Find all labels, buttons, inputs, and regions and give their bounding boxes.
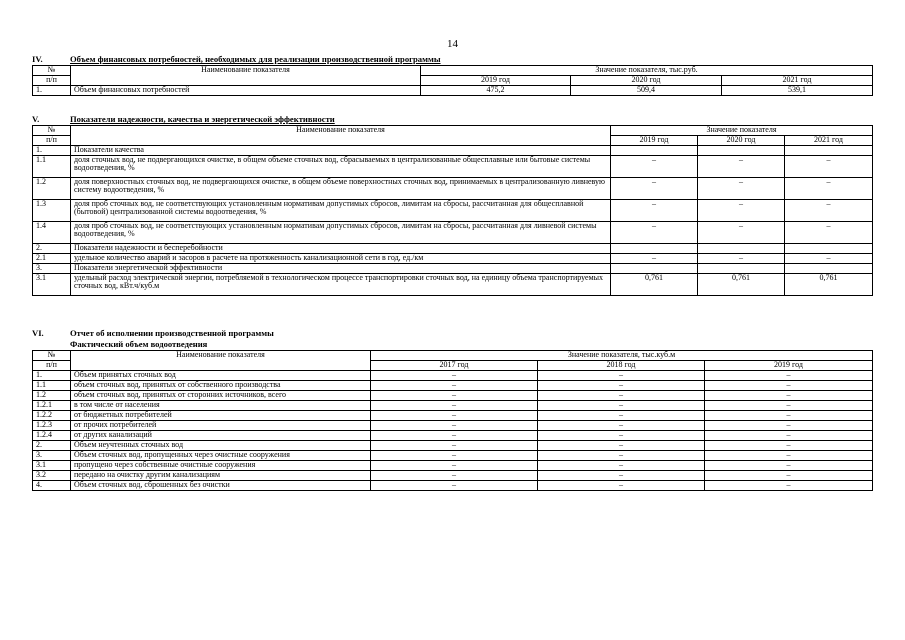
- row-number: 3.: [33, 264, 71, 274]
- header-name: Наименование показателя: [71, 126, 611, 146]
- row-value: –: [705, 471, 873, 481]
- table-row: [33, 471, 873, 481]
- row-number: 1.2.3: [33, 421, 71, 431]
- wastewater-volume-table: [32, 350, 873, 491]
- row-value: –: [371, 471, 538, 481]
- row-number: 1.4: [33, 222, 71, 244]
- table-header-row: [33, 66, 873, 76]
- table-row: [33, 401, 873, 411]
- row-value: –: [538, 471, 705, 481]
- header-year: 2021 год: [722, 76, 873, 86]
- row-name: Объем сточных вод, сброшенных без очистки: [71, 481, 371, 491]
- table-row: [33, 421, 873, 431]
- row-name: от прочих потребителей: [71, 421, 371, 431]
- row-name: удельный расход электрической энергии, потребляемой в технологическом процессе транспортировки сточных вод, на единицу объема транспортируемых сточных вод, кВт.ч/куб.м: [71, 274, 611, 296]
- section-4-heading: [32, 54, 441, 64]
- row-value: –: [538, 401, 705, 411]
- header-year: 2020 год: [571, 76, 722, 86]
- header-no: №: [33, 66, 71, 76]
- table-header-row: [33, 126, 873, 136]
- row-name: Показатели качества: [71, 146, 611, 156]
- section-6-number: VI.: [32, 328, 44, 338]
- section-6-subtitle: Фактический объем водоотведения: [70, 339, 208, 349]
- row-number: 1.1: [33, 156, 71, 178]
- row-number: 1.2: [33, 391, 71, 401]
- row-name: доля проб сточных вод, не соответствующих установленным нормативам допустимых сбросов, лимитам на сбросы, рассчитанная для ливневой системы водоотведения, %: [71, 222, 611, 244]
- header-value: Значение показателя: [611, 126, 873, 136]
- row-name: Показатели энергетической эффективности: [71, 264, 611, 274]
- header-no: №: [33, 126, 71, 136]
- row-value: 539,1: [722, 86, 873, 96]
- row-name: в том числе от населения: [71, 401, 371, 411]
- row-value: –: [705, 421, 873, 431]
- row-value: –: [371, 431, 538, 441]
- row-value: –: [705, 431, 873, 441]
- row-value: 509,4: [571, 86, 722, 96]
- row-name: от бюджетных потребителей: [71, 411, 371, 421]
- row-value: –: [611, 156, 698, 178]
- table-row: [33, 244, 873, 254]
- row-value: –: [705, 371, 873, 381]
- row-number: 1.2.2: [33, 411, 71, 421]
- row-value: 0,761: [611, 274, 698, 296]
- row-value: –: [705, 451, 873, 461]
- table-row: [33, 451, 873, 461]
- table-row: [33, 254, 873, 264]
- row-name: доля поверхностных сточных вод, не подвергающихся очистке, в общем объеме поверхностных сточных вод, принимаемых в централизованную ливневую систему водоотведения, %: [71, 178, 611, 200]
- row-value: –: [705, 441, 873, 451]
- row-value: –: [371, 411, 538, 421]
- row-name: Показатели надежности и бесперебойности: [71, 244, 611, 254]
- row-value: –: [611, 178, 698, 200]
- row-number: 1.: [33, 146, 71, 156]
- row-number: 1.2.1: [33, 401, 71, 411]
- row-value: –: [698, 178, 785, 200]
- header-year: 2019 год: [705, 361, 873, 371]
- table-row: [33, 461, 873, 471]
- table-row: [33, 381, 873, 391]
- header-year: 2020 год: [698, 136, 785, 146]
- row-name: Объем финансовых потребностей: [71, 86, 421, 96]
- row-value: –: [705, 461, 873, 471]
- table-row: [33, 431, 873, 441]
- header-year: 2018 год: [538, 361, 705, 371]
- row-name: Объем принятых сточных вод: [71, 371, 371, 381]
- row-name: объем сточных вод, принятых от собственного производства: [71, 381, 371, 391]
- row-value: –: [538, 411, 705, 421]
- row-value: –: [785, 254, 873, 264]
- row-name: передано на очистку другим канализациям: [71, 471, 371, 481]
- section-5-number: V.: [32, 114, 40, 124]
- row-number: 1.3: [33, 200, 71, 222]
- header-year: 2017 год: [371, 361, 538, 371]
- row-number: 2.: [33, 244, 71, 254]
- row-number: 2.: [33, 441, 71, 451]
- header-no-2: п/п: [33, 136, 71, 146]
- table-row: [33, 441, 873, 451]
- table-row: [33, 200, 873, 222]
- row-value: –: [538, 381, 705, 391]
- row-number: 3.: [33, 451, 71, 461]
- table-row: [33, 391, 873, 401]
- row-name: от других канализаций: [71, 431, 371, 441]
- row-value: –: [371, 451, 538, 461]
- table-row: [33, 274, 873, 296]
- financial-needs-table: [32, 65, 873, 96]
- row-value: –: [538, 371, 705, 381]
- row-value: –: [538, 431, 705, 441]
- row-value: –: [611, 254, 698, 264]
- header-year: 2019 год: [421, 76, 571, 86]
- row-number: 3.1: [33, 274, 71, 296]
- section-6-heading: [32, 328, 274, 338]
- section-5-heading: [32, 114, 335, 124]
- row-value: –: [705, 381, 873, 391]
- row-name: доля сточных вод, не подвергающихся очистке, в общем объеме сточных вод, сбрасываемых в централизованные общесплавные или бытовые системы водоотведения, %: [71, 156, 611, 178]
- header-no: №: [33, 351, 71, 361]
- row-value: –: [371, 391, 538, 401]
- row-name: Объем неучтенных сточных вод: [71, 441, 371, 451]
- header-no-2: п/п: [33, 76, 71, 86]
- row-value: –: [698, 156, 785, 178]
- row-value: –: [698, 222, 785, 244]
- row-name: доля проб сточных вод, не соответствующих установленным нормативам допустимых сбросов, лимитам на сбросы, рассчитанная для общесплавной (бытовой) централизованной системы водоотведения, %: [71, 200, 611, 222]
- table-row: [33, 222, 873, 244]
- row-value: –: [785, 200, 873, 222]
- table-row: [33, 411, 873, 421]
- header-name: Наименование показателя: [71, 351, 371, 371]
- row-value: –: [538, 461, 705, 471]
- row-value: –: [785, 222, 873, 244]
- table-row: [33, 156, 873, 178]
- row-number: 1.1: [33, 381, 71, 391]
- header-no-2: п/п: [33, 361, 71, 371]
- table-row: [33, 86, 873, 96]
- row-name: объем сточных вод, принятых от сторонних источников, всего: [71, 391, 371, 401]
- row-number: 3.2: [33, 471, 71, 481]
- row-name: Объем сточных вод, пропущенных через очистные сооружения: [71, 451, 371, 461]
- header-year: 2021 год: [785, 136, 873, 146]
- row-number: 2.1: [33, 254, 71, 264]
- row-value: –: [698, 254, 785, 264]
- row-number: 1.: [33, 86, 71, 96]
- row-value: –: [705, 411, 873, 421]
- row-number: 1.: [33, 371, 71, 381]
- table-row: [33, 178, 873, 200]
- page-number: 14: [447, 38, 458, 50]
- row-value: 0,761: [698, 274, 785, 296]
- row-value: 475,2: [421, 86, 571, 96]
- row-value: –: [698, 200, 785, 222]
- row-name: пропущено через собственные очистные сооружения: [71, 461, 371, 471]
- table-row: [33, 264, 873, 274]
- row-number: 1.2.4: [33, 431, 71, 441]
- row-value: –: [785, 178, 873, 200]
- quality-indicators-table: [32, 125, 873, 296]
- row-name: удельное количество аварий и засоров в расчете на протяженность канализационной сети в год, ед./км: [71, 254, 611, 264]
- row-value: –: [705, 481, 873, 491]
- header-value: Значение показателя, тыс.куб.м: [371, 351, 873, 361]
- row-number: 4.: [33, 481, 71, 491]
- header-value: Значение показателя, тыс.руб.: [421, 66, 873, 76]
- section-5-title: Показатели надежности, качества и энергетической эффективности: [70, 114, 335, 124]
- section-4-number: IV.: [32, 54, 43, 64]
- row-value: –: [371, 381, 538, 391]
- row-value: –: [371, 421, 538, 431]
- row-value: –: [371, 461, 538, 471]
- row-value: –: [538, 391, 705, 401]
- section-6-title: Отчет об исполнении производственной программы: [70, 328, 274, 338]
- row-value: –: [705, 401, 873, 411]
- row-value: –: [611, 222, 698, 244]
- table-row: [33, 146, 873, 156]
- row-value: –: [705, 391, 873, 401]
- row-value: –: [785, 156, 873, 178]
- row-value: –: [371, 401, 538, 411]
- row-number: 3.1: [33, 461, 71, 471]
- table-header-row: [33, 351, 873, 361]
- wastewater-volume-rows: [33, 371, 873, 491]
- row-value: –: [611, 200, 698, 222]
- row-value: –: [538, 421, 705, 431]
- section-4-title: Объем финансовых потребностей, необходимых для реализации производственной программы: [70, 54, 441, 64]
- row-value: 0,761: [785, 274, 873, 296]
- row-value: –: [371, 481, 538, 491]
- row-value: –: [538, 451, 705, 461]
- row-value: –: [538, 481, 705, 491]
- row-value: –: [371, 441, 538, 451]
- header-year: 2019 год: [611, 136, 698, 146]
- row-value: –: [371, 371, 538, 381]
- row-value: –: [538, 441, 705, 451]
- row-number: 1.2: [33, 178, 71, 200]
- table-row: [33, 481, 873, 491]
- header-name: Наименование показателя: [71, 66, 421, 86]
- table-row: [33, 371, 873, 381]
